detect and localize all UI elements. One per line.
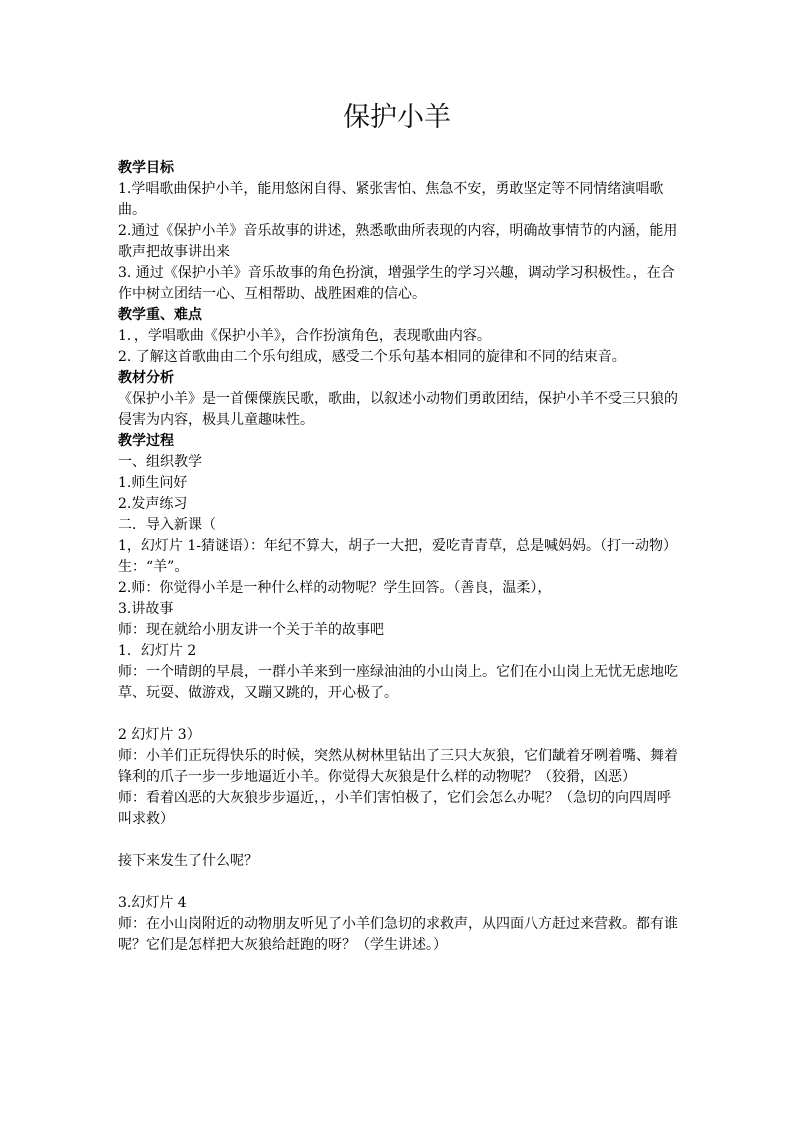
- paragraph: 2.师：你觉得小羊是一种什么样的动物呢？学生回答。（善良，温柔），: [118, 580, 552, 596]
- section-heading-goals: 教学目标: [118, 160, 174, 176]
- paragraph: 二．导入新课（: [118, 517, 216, 533]
- paragraph: 1．幻灯片 2: [118, 643, 197, 659]
- section-heading-process: 教学过程: [118, 433, 174, 449]
- paragraph: 3.讲故事: [118, 601, 174, 617]
- section-heading-key-points: 教学重、难点: [118, 307, 202, 323]
- paragraph: 《保护小羊》是一首傈僳族民歌，歌曲，以叙述小动物们勇敢团结，保护小羊不受三只狼的侵害为内容，极具儿童趣味性。: [118, 391, 678, 428]
- blank-line: [118, 872, 680, 893]
- paragraph: 3. 通过《保护小羊》音乐故事的角色扮演，增强学生的学习兴趣，调动学习积极性。，在合作中树立团结一心、互相帮助、战胜困难的信心。: [118, 265, 675, 302]
- paragraph: 师：在小山岗附近的动物朋友听见了小羊们急切的求救声，从四面八方赶过来营救。都有谁呢？它们是怎样把大灰狼给赶跑的呀？（学生讲述。）: [118, 916, 678, 953]
- page-title: 保护小羊: [343, 102, 451, 133]
- paragraph: 2. 了解这首歌曲由二个乐句组成，感受二个乐句基本相同的旋律和不同的结束音。: [118, 349, 626, 365]
- paragraph: 2.发声练习: [118, 496, 188, 512]
- paragraph: 1.师生问好: [118, 475, 188, 491]
- paragraph: 一、组织教学: [118, 454, 202, 470]
- paragraph: 师：一个晴朗的早晨，一群小羊来到一座绿油油的小山岗上。它们在小山岗上无忧无虑地吃草、玩耍、做游戏，又蹦又跳的，开心极了。: [118, 664, 678, 701]
- paragraph: 1，幻灯片 1-猜谜语）：年纪不算大，胡子一大把，爱吃青青草，总是喊妈妈。（打一动物）: [118, 538, 677, 554]
- blank-line: [118, 704, 680, 725]
- paragraph: 3.幻灯片 4: [118, 895, 187, 911]
- document-body: [118, 158, 680, 956]
- paragraph: 接下来发生了什么呢？: [118, 853, 258, 869]
- paragraph: 师：小羊们正玩得快乐的时候，突然从树林里钻出了三只大灰狼，它们龇着牙咧着嘴、舞着锋利的爪子一步一步地逼近小羊。你觉得大灰狼是什么样的动物呢？（狡猾，凶恶）: [118, 748, 678, 785]
- blank-line: [118, 830, 680, 851]
- paragraph: 生：“羊”。: [118, 559, 189, 575]
- paragraph: 1．，学唱歌曲《保护小羊》，合作扮演角色，表现歌曲内容。: [118, 328, 491, 344]
- paragraph: 师：看着凶恶的大灰狼步步逼近，，小羊们害怕极了，它们会怎么办呢？（急切的向四周呼叫求救）: [118, 790, 671, 827]
- section-heading-material: 教材分析: [118, 370, 174, 386]
- paragraph: 2 幻灯片 3）: [118, 727, 201, 743]
- paragraph: 2.通过《保护小羊》音乐故事的讲述，熟悉歌曲所表现的内容，明确故事情节的内涵，能用歌声把故事讲出来: [118, 223, 678, 260]
- paragraph: 1.学唱歌曲保护小羊，能用悠闲自得、紧张害怕、焦急不安，勇敢坚定等不同情绪演唱歌曲。: [118, 181, 664, 218]
- paragraph: 师：现在就给小朋友讲一个关于羊的故事吧: [118, 622, 384, 638]
